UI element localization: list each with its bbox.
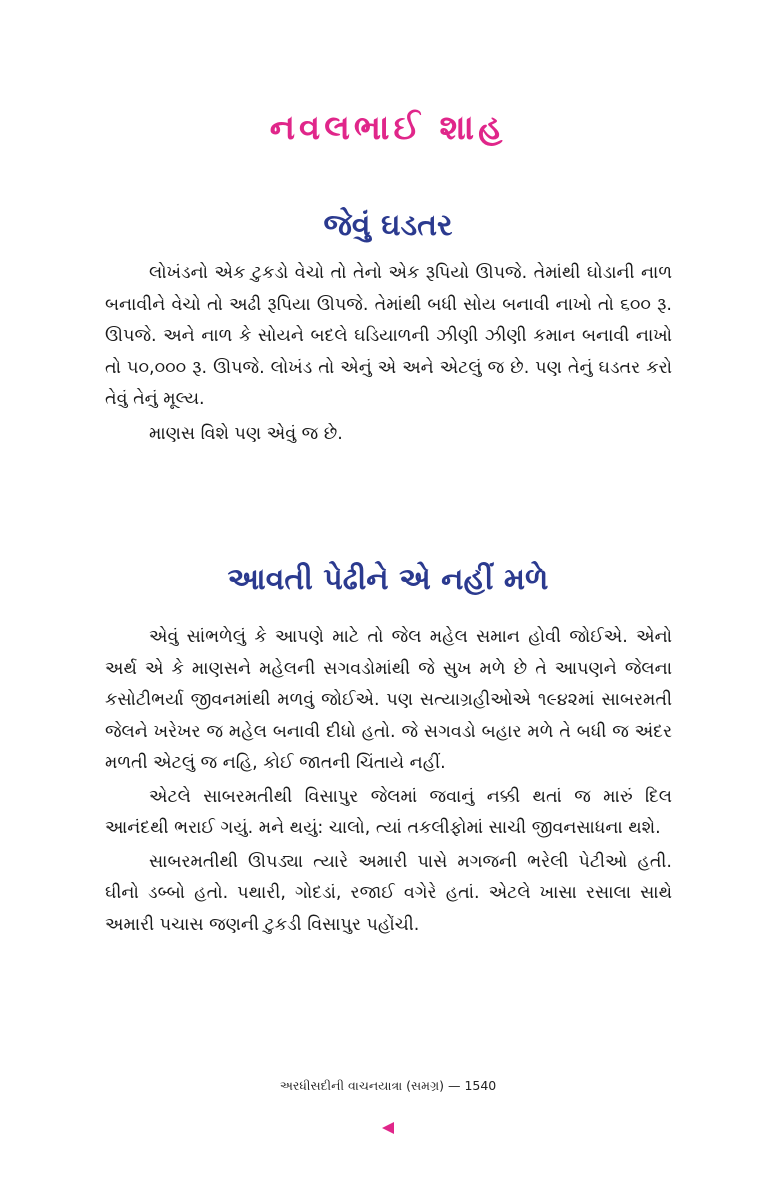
left-triangle-icon[interactable] bbox=[382, 1122, 394, 1134]
paragraph: લોખંડનો એક ટુકડો વેચો તો તેનો એક રૂપિયો ઊપજે. તેમાંથી ઘોડાની નાળ બનાવીને વેચો તો અઢી રૂપિયા ઊપજે. તેમાંથી બધી સોય બનાવી નાખો તો ૬૦૦ રૂ. ઊપજે. અને નાળ કે સોયને બદલે ઘડિયાળની ઝીણી ઝીણી કમાન બનાવી નાખો તો ૫૦,૦૦૦ રૂ. ઊપજે. લોખંડ તો એનું એ અને એટલું જ છે. પણ તેનું ઘડતર કરો તેવું તેનું મૂલ્ય. bbox=[105, 263, 672, 409]
author-name: નવલભાઈ શાહ bbox=[269, 108, 507, 148]
paragraph: માણસ વિશે પણ એવું જ છે. bbox=[149, 423, 343, 444]
section-body bbox=[105, 258, 672, 450]
section-title: આવતી પેઢીને એ નહીં મળે bbox=[227, 562, 549, 597]
paragraph: એવું સાંભળેલું કે આપણે માટે તો જેલ મહેલ સમાન હોવી જોઈએ. એનો અર્થ એ કે માણસને મહેલની સગવડોમાંથી જે સુખ મળે છે તે આપણને જેલના કસોટીભર્યા જીવનમાંથી મળવું જોઈએ. પણ સત્યાગ્રહીઓએ ૧૯૪૨માં સાબરમતી જેલને ખરેખર જ મહેલ બનાવી દીધો હતો. જે સગવડો બહાર મળે તે બધી જ અંદર મળતી એટલું જ નહિ, કોઈ જાતની ચિંતાયે નહીં. bbox=[105, 627, 672, 773]
section-title: જેવું ઘડતર bbox=[323, 208, 453, 243]
page-footer: અરધીસદીની વાચનયાત્રા (સમગ્ર) — 1540 bbox=[279, 1078, 497, 1093]
paragraph: સાબરમતીથી ઊપડ્યા ત્યારે અમારી પાસે મગજની ભરેલી પેટીઓ હતી. ઘીનો ડબ્બો હતો. પથારી, ગોદડાં, રજાઈ વગેરે હતાં. એટલે ખાસા રસાલા સાથે અમારી પચાસ જણની ટુકડી વિસાપુર પહોંચી. bbox=[105, 851, 672, 935]
section-body bbox=[105, 622, 672, 941]
paragraph: એટલે સાબરમતીથી વિસાપુર જેલમાં જવાનું નક્કી થતાં જ મારું દિલ આનંદથી ભરાઈ ગયું. મને થયું: ચાલો, ત્યાં તકલીફોમાં સાચી જીવનસાધના થશે. bbox=[105, 786, 672, 838]
